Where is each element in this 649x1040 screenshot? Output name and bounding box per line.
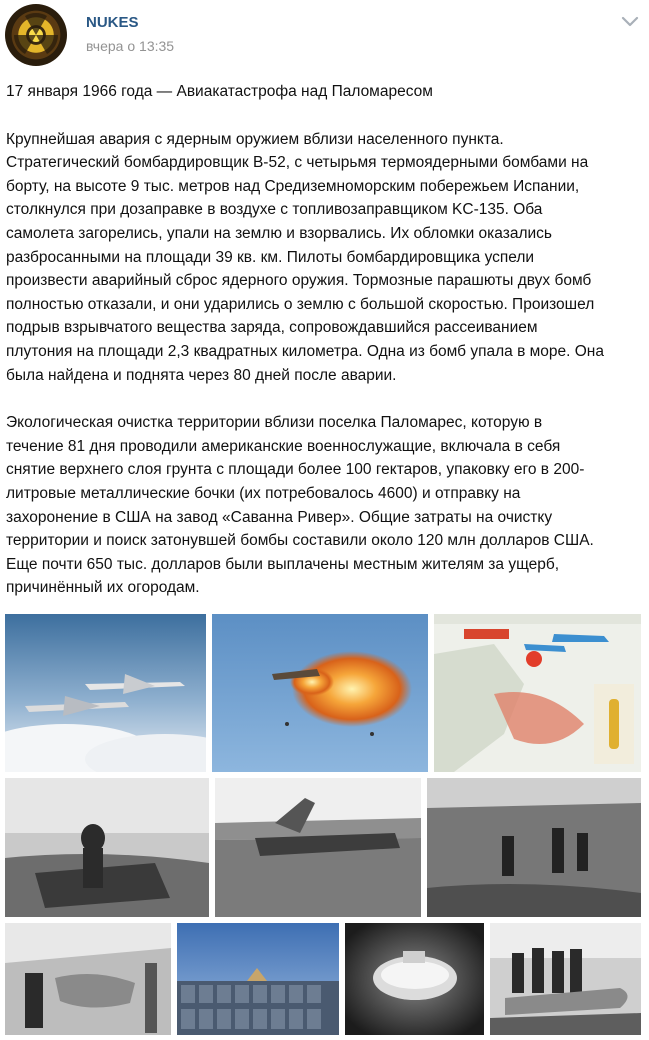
photo-soldiers-field[interactable] [427, 778, 641, 917]
photo-recovered-bomb[interactable] [490, 923, 641, 1035]
photo-submersible[interactable] [345, 923, 484, 1035]
avatar[interactable] [5, 4, 67, 66]
post-text [6, 80, 646, 624]
photo-accident-infographic[interactable] [434, 614, 641, 772]
photo-aircraft-refueling[interactable] [5, 614, 206, 772]
photo-wreckage-inspection[interactable] [5, 778, 209, 917]
photo-barrels[interactable] [177, 923, 339, 1035]
post-header [0, 0, 649, 70]
post-timestamp[interactable]: вчера о 13:35 [86, 38, 175, 54]
photo-bomb-recovery-ship[interactable] [5, 923, 171, 1035]
photo-midair-explosion[interactable] [212, 614, 428, 772]
author-name[interactable]: NUKES [86, 14, 139, 31]
photo-crashed-aircraft[interactable] [215, 778, 421, 917]
post-title: 17 января 1966 года — Авиакатастрофа над Паломаресом [6, 83, 433, 100]
post-paragraph-1: Крупнейшая авария с ядерным оружием вблизи населенного пункта. Стратегический бомбардировщик B-52, с четырьмя термоядерными бомбами на борту, на высоте 9 тыс. метров над Средиземноморским побережьем Испании, столкнулся при дозаправке в воздухе с топливозаправщиком KC-135. Оба самолета загорелись, упали на землю и взорвались. Их обломки оказались разбросанными на площади 39 кв. км. Пилоты бомбардировщика успели произвести аварийный сброс ядерного оружия. Тормозные парашюты двух бомб полностью отказали, и они ударились о землю с большой скоростью. Произошел подрыв взрывчатого вещества заряда, сопровождавшийся рассеиванием плутония на площади 2,3 квадратных километра. Одна из бомб упала в море. Она была найдена и поднята через 80 дней после аварии. [6, 130, 604, 384]
chevron-down-icon[interactable] [620, 14, 640, 30]
radiation-logo-icon [5, 4, 67, 66]
post-paragraph-2: Экологическая очистка территории вблизи поселка Паломарес, которую в течение 81 дня проводили американские военнослужащие, включала в себя снятие верхнего слоя грунта с площади более 100 гектаров, упаковку его в 200- литровые металлические бочки (их потребовалось 4600) и отправку на захоронение в США на завод «Саванна Ривер». Общие затраты на очистку территории и поиск затонувшей бомбы составили около 120 млн долларов США. Еще почти 650 тыс. долларов были выплачены местным жителям за ущерб, причинённый их огородам. [6, 414, 594, 597]
